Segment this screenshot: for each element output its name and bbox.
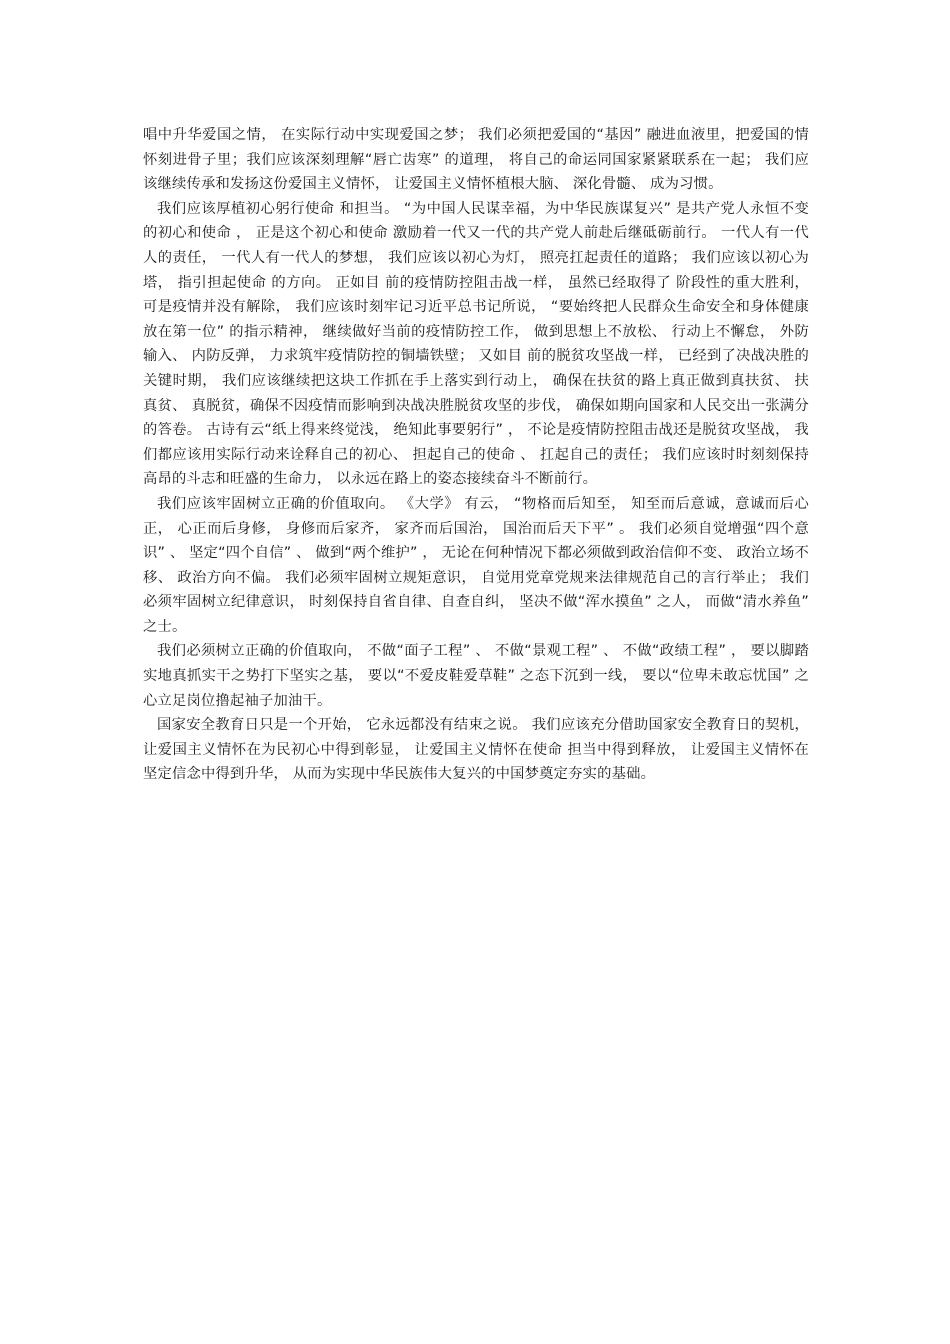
paragraph-2: 我们应该厚植初心躬行使命 和担当。 “为中国人民谋幸福，为中华民族谋复兴” 是共产党人永恒不变的初心和使命 ， 正是这个初心和使命 激励着一代又一代的共产党人前赴后继砥砺前行。 一代人有一代人的责任， 一代人有一代人的梦想， 我们应该以初心为灯， 照亮扛起责任的道路； 我们应该以初心为塔， 指引担起使命 的方向。 正如目 前的疫情防控阻击战一样， 虽然已经取得了 阶段性的重大胜利， 可是疫情并没有解除， 我们应该时刻牢记习近平总书记所说， “要始终把人民群众生命安全和身体健康放在第一位” 的指示精神， 继续做好当前的疫情防控工作， 做到思想上不放松、 行动上不懈怠， 外防输入、 内防反弹， 力求筑牢疫情防控的铜墙铁壁； 又如目 前的脱贫攻坚战一样， 已经到了决战决胜的关键时期， 我们应该继续把这块工作抓在手上落实到行动上， 确保在扶贫的路上真正做到真扶贫、 扶真贫、 真脱贫，确保不因疫情而影响到决战决胜脱贫攻坚的步伐， 确保如期向国家和人民交出一张满分的答卷。 古诗有云“纸上得来终觉浅， 绝知此事要躬行” ， 不论是疫情防控阻击战还是脱贫攻坚战， 我们都应该用实际行动来诠释自己的初心、 担起自己的使命 、 扛起自己的责任； 我们应该时时刻刻保持高昂的斗志和旺盛的生命力， 以永远在路上的姿态接续奋斗不断前行。 xyxy=(143,200,809,488)
paragraph-4: 我们必须树立正确的价值取向， 不做“面子工程” 、 不做“景观工程” 、 不做“政绩工程” ， 要以脚踏实地真抓实干之势打下坚实之基， 要以“不爱皮鞋爱草鞋” 之态下沉到一线， 要以“位卑未敢忘忧国” 之心立足岗位撸起袖子加油干。 xyxy=(143,643,809,709)
document-body xyxy=(143,123,809,787)
paragraph-5: 国家安全教育日只是一个开始， 它永远都没有结束之说。 我们应该充分借助国家安全教育日的契机， 让爱国主义情怀在为民初心中得到彰显， 让爱国主义情怀在使命 担当中得到释放， 让爱国主义情怀在坚定信念中得到升华， 从而为实现中华民族伟大复兴的中国梦奠定夯实的基础。 xyxy=(143,717,809,783)
paragraph-3: 我们应该牢固树立正确的价值取向。 《大学》 有云， “物格而后知至， 知至而后意诚，意诚而后心正， 心正而后身修， 身修而后家齐， 家齐而后国治， 国治而后天下平” 。 我们必须自觉增强“四个意识” 、 坚定“四个自信” 、 做到“两个维护” ， 无论在何种情况下都必须做到政治信仰不变、 政治立场不移、 政治方向不偏。 我们必须牢固树立规矩意识， 自觉用党章党规来法律规范自己的言行举止； 我们必须牢固树立纪律意识， 时刻保持自省自律、自查自纠， 坚决不做“浑水摸鱼” 之人， 而做“清水养鱼” 之士。 xyxy=(143,495,809,635)
paragraph-1: 唱中升华爱国之情， 在实际行动中实现爱国之梦； 我们必须把爱国的“基因” 融进血液里，把爱国的情怀刻进骨子里；我们应该深刻理解“唇亡齿寒” 的道理， 将自己的命运同国家紧紧联系在一起； 我们应该继续传承和发扬这份爱国主义情怀， 让爱国主义情怀植根大脑、 深化骨髓、 成为习惯。 xyxy=(143,127,809,193)
